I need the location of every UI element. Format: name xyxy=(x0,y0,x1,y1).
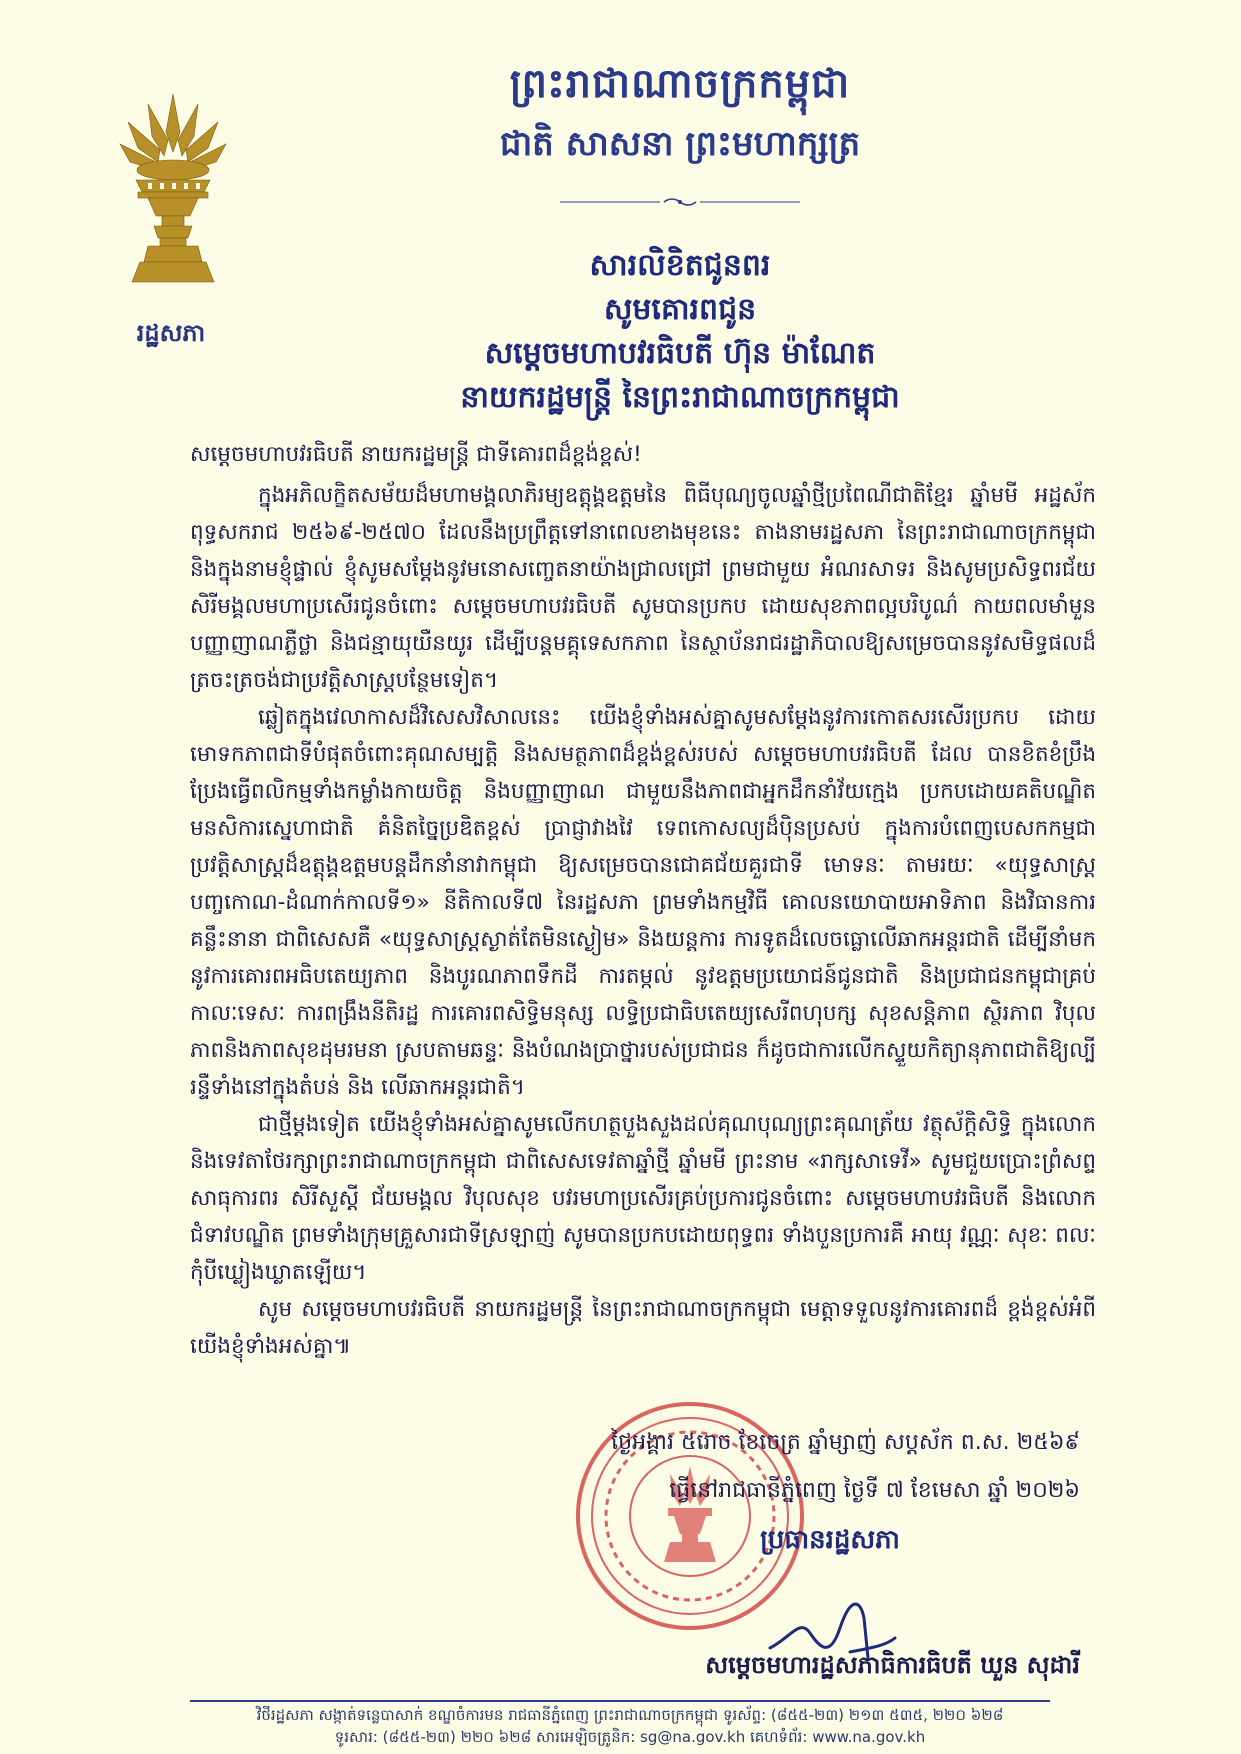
salutation: សម្តេចមហាបវរធិបតី នាយករដ្ឋមន្ត្រី ជាទីគោរពដ៏ខ្ពង់ខ្ពស់! xyxy=(190,442,642,467)
letter-body xyxy=(190,436,1096,1365)
footer-divider xyxy=(190,1700,1050,1702)
paragraph-4: សូម សម្តេចមហាបវរធិបតី នាយករដ្ឋមន្ត្រី នៃព្រះរាជាណាចក្រកម្ពុជា មេត្តាទទួលនូវការគោរពដ៏ ខ្ពង់ខ្ពស់អំពីយើងខ្ញុំទាំងអស់គ្នា៕ xyxy=(190,1297,1096,1359)
recipient-title: នាយករដ្ឋមន្ត្រី នៃព្រះរាជាណាចក្រកម្ពុជា xyxy=(460,380,900,415)
letter-title-block xyxy=(280,244,1080,420)
letter-title: សារលិខិតជូនពរ xyxy=(589,248,771,283)
recipient-name: សម្តេចមហាបវរធិបតី ហ៊ុន ម៉ាណែត xyxy=(484,336,876,371)
lunar-date: ថ្ងៃអង្គារ ៥រោច ខែចេត្រ ឆ្នាំម្សាញ់ សប្តស័ក ព.ស. ២៥៦៩ xyxy=(611,1430,1080,1455)
national-motto: ជាតិ សាសនា ព្រះមហាក្សត្រ xyxy=(499,124,861,164)
national-assembly-emblem-icon xyxy=(118,92,228,292)
footer-contact: ទូរសារ: (៨៥៥-២៣) ២២០ ៦២៨ សារអេឡិចត្រូនិក: sg@na.gov.kh គេហទំព័រ: www.na.gov.kh xyxy=(334,1728,926,1746)
paragraph-2: ឆ្លៀតក្នុងវេលាកាសដ៏វិសេសវិសាលនេះ យើងខ្ញុំទាំងអស់គ្នាសូមសម្តែងនូវការកោតសរសើរប្រកប ដោយមោទកភាពជាទីបំផុតចំពោះគុណសម្បត្តិ និងសមត្ថភាពដ៏ខ្ពង់ខ្ពស់របស់ សម្តេចមហាបវរធិបតី ដែល បានខិតខំប្រឹងប្រែងធ្វើពលិកម្មទាំងកម្លាំងកាយចិត្ត និងបញ្ញាញាណ ជាមួយនឹងភាពជាអ្នកដឹកនាំវ័យក្មេង ប្រកបដោយគតិបណ្ឌិត មនសិការស្នេហាជាតិ គំនិតច្នៃប្រឌិតខ្ពស់ ប្រាជ្ញាវាងវៃ ទេពកោសល្យដ៏ប៉ិនប្រសប់ ក្នុងការបំពេញបេសកកម្មជាប្រវត្តិសាស្ត្រដ៏ឧត្តុង្គឧត្តមបន្តដឹកនាំនាវាកម្ពុជា ឱ្យសម្រេចបានជោគជ័យគួរជាទី មោទនៈ តាមរយៈ «យុទ្ធសាស្ត្របញ្ចកោណ-ដំណាក់កាលទី១» នីតិកាលទី៧ នៃរដ្ឋសភា ព្រមទាំងកម្មវិធី គោលនយោបាយអាទិភាព និងវិធានការគន្លឹះនានា ជាពិសេសគឺ «យុទ្ធសាស្ត្រស្ងាត់តែមិនស្ងៀម» និងយន្តការ ការទូតដ៏លេចធ្លោលើឆាកអន្តរជាតិ ដើម្បីនាំមកនូវការគោរពអធិបតេយ្យភាព និងបូរណភាពទឹកដី ការតម្កល់ នូវឧត្តមប្រយោជន៍ជូនជាតិ និងប្រជាជនកម្ពុជាគ្រប់កាលៈទេសៈ ការពង្រឹងនីតិរដ្ឋ ការគោរពសិទ្ធិមនុស្ស លទ្ធិប្រជាធិបតេយ្យសេរីពហុបក្ស សុខសន្តិភាព ស្ថិរភាព វិបុលភាពនិងភាពសុខដុមរមនា ស្របតាមឆន្ទៈ និងបំណងប្រាថ្នារបស់ប្រជាជន ក៏ដូចជាការលើកស្ទួយកិត្យានុភាពជាតិឱ្យល្បីរន្ទឺទាំងនៅក្នុងតំបន់ និង លើឆាកអន្តរជាតិ។ xyxy=(190,705,1096,1100)
letter-addressing: សូមគោរពជូន xyxy=(603,292,757,327)
kingdom-title: ព្រះរាជាណាចក្រកម្ពុជា xyxy=(509,61,851,107)
paragraph-3: ជាថ្មីម្តងទៀត យើងខ្ញុំទាំងអស់គ្នាសូមលើកហត្ថបួងសួងដល់គុណបុណ្យព្រះគុណត្រ័យ វត្ថុស័ក្តិសិទ្ធិ ក្នុងលោក និងទេវតាថែរក្សាព្រះរាជាណាចក្រកម្ពុជា ជាពិសេសទេវតាឆ្នាំថ្មី ឆ្នាំមមី ព្រះនាម «រាក្សសាទេវី» សូមជួយប្រោះព្រំសព្ទសាធុការពរ សិរីសួស្តី ជ័យមង្គល វិបុលសុខ បវរមហាប្រសើរគ្រប់ប្រការជូនចំពោះ សម្តេចមហាបវរធិបតី និងលោកជំទាវបណ្ឌិត ព្រមទាំងក្រុមគ្រួសារជាទីស្រឡាញ់ សូមបានប្រកបដោយពុទ្ធពរ ទាំងបួនប្រការគឺ អាយុ វណ្ណៈ សុខៈ ពលៈ កុំបីឃ្លៀងឃ្លាតឡើយ។ xyxy=(190,1112,1096,1285)
emblem-label: រដ្ឋសភា xyxy=(136,319,206,347)
footer-address: វិថីរដ្ឋសភា សង្កាត់ទន្លេបាសាក់ ខណ្ឌចំការមន រាជធានីភ្នំពេញ ព្រះរាជាណាចក្រកម្ពុជា ទូរស័ព្ទ: (៨៥៥-២៣) ២១៣ ៥៣៥, ២២០ ៦២៨ xyxy=(256,1706,1004,1724)
place-and-date: ធ្វើនៅរាជធានីភ្នំពេញ ថ្ងៃទី ៧ ខែមេសា ឆ្នាំ ២០២៦ xyxy=(669,1478,1080,1503)
signer-position: ប្រធានរដ្ឋសភា xyxy=(760,1525,900,1555)
paragraph-1: ក្នុងអភិលក្ខិតសម័យដ៏មហាមង្គលាភិរម្យឧត្តុង្គឧត្តមនៃ ពិធីបុណ្យចូលឆ្នាំថ្មីប្រពៃណីជាតិខ្មែរ ឆ្នាំមមី អដ្ឋស័ក ពុទ្ធសករាជ ២៥៦៩-២៥៧០ ដែលនឹងប្រព្រឹត្តទៅនាពេលខាងមុខនេះ តាងនាមរដ្ឋសភា នៃព្រះរាជាណាចក្រកម្ពុជា និងក្នុងនាមខ្ញុំផ្ទាល់ ខ្ញុំសូមសម្តែងនូវមនោសញ្ចេតនាយ៉ាងជ្រាលជ្រៅ ព្រមជាមួយ អំណរសាទរ និងសូមប្រសិទ្ធពរជ័យ សិរីមង្គលមហាប្រសើរជូនចំពោះ សម្តេចមហាបវរធិបតី សូមបានប្រកប ដោយសុខភាពល្អបរិបូណ៌ កាយពលមាំមួន បញ្ញាញាណភ្លឺថ្លា និងជន្មាយុយឺនយូរ ដើម្បីបន្តមគ្គុទេសកភាព នៃស្ថាប័នរាជរដ្ឋាភិបាលឱ្យសម្រេចបាននូវសមិទ្ធផលដ៏ត្រចះត្រចង់ជាប្រវត្តិសាស្ត្របន្ថែមទៀត។ xyxy=(190,483,1096,693)
signer-name: សម្តេចមហារដ្ឋសភាធិការធិបតី ឃួន សុដារី xyxy=(705,1651,1080,1679)
divider-ornament-icon xyxy=(560,196,800,208)
